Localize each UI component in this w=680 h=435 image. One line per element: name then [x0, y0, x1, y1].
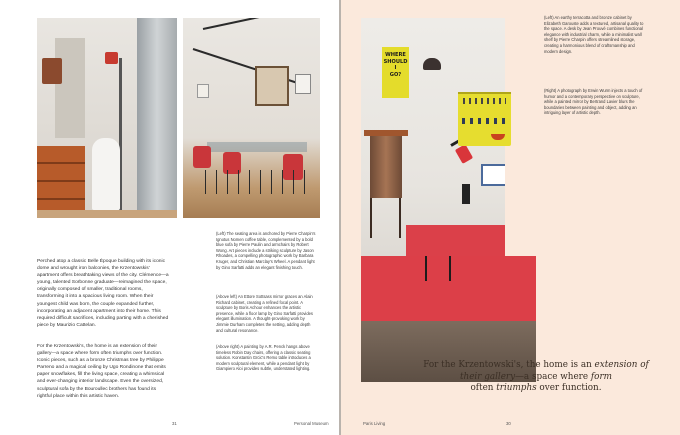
caption-right-left: (Left) An earthy terracotta and bronze cabinet by Elizabeth Garouste adds a textured, artisanal quality to the space. A desk by Jean Prouvé combines functional elegance with industrial charm, while a minimalist wall shelf by Pierre Charpin offers streamlined storage, creating a harmonious blend of craftsmanship and modern design. [544, 15, 644, 54]
red-lamp-shade [455, 144, 473, 164]
grey-curtain [137, 18, 177, 218]
artwork-text [383, 52, 408, 78]
artwork-word-1: WHERE [385, 52, 406, 58]
body-paragraph-1: Perched atop a classic Belle Époque building with its iconic dome and wrought iron balconies, the Krzentowskis' apartment offers breathtaking views of the city. Clémence—a young, talented Sorbonne graduate—reimagined the space, originally composed of smaller, traditional rooms, transforming it into a spacious living room. When their youngest child was born, the couple expanded further, incorporating an adjacent apartment into their home. This required difficult sacrifices, including parting with a cherished piece by Maurizio Cattelan. [37, 259, 169, 328]
pull-quote-part-1: For the Krzentowski's, the home is an [423, 360, 592, 370]
stool-legs [425, 256, 451, 281]
floor [37, 210, 177, 218]
wall-mirror-frame [481, 164, 505, 186]
desk-lamp-base [462, 184, 470, 204]
pull-quote-italic-2: form [590, 371, 612, 382]
pull-quote-part-3: often [470, 383, 494, 394]
pull-quote-italic-3: triumphs [496, 383, 537, 394]
artwork-word-4: GO? [389, 71, 402, 78]
artwork-word-3: I [394, 65, 397, 72]
terracotta-cabinet [370, 136, 402, 198]
shelf-objects [463, 98, 506, 104]
shelf-objects-2 [462, 118, 506, 124]
pull-quote-part-4: over function. [539, 383, 602, 394]
glass-dining-table [207, 142, 307, 152]
folio-title-left: Personal Museum [294, 421, 329, 426]
red-desk-surface [406, 225, 505, 256]
hat-sculpture [423, 58, 441, 70]
photo-living-room-corner [37, 18, 177, 218]
caption-above-right: (Above right) A painting by A.R. Penck hangs above timeless Robin Day chairs, offering a classic seating solution. Konstantin Grcic's Remo table introduces a modern sculptural element, while a pendant light by Giampiero Aloi provides subtle, understated lighting. [216, 344, 311, 372]
pull-quote [418, 360, 654, 395]
doorway [55, 38, 85, 138]
folio-number-right: 30 [506, 421, 511, 426]
wall-frame-2 [197, 84, 209, 98]
caption-right-right: (Right) A photograph by Erwin Wurm injects a touch of humor and a contemporary perspective on sculpture, while a painted mirror by Bertrand Lavier blurs the boundaries between painting and object, adding an intriguing layer of artistic depth. [544, 88, 643, 116]
shelf-top-line [458, 92, 511, 94]
white-sculpture [92, 138, 120, 210]
photo-dining-room [183, 18, 320, 218]
red-chair-1 [193, 146, 211, 168]
chair-legs [195, 170, 305, 194]
folio-number-left: 31 [172, 421, 177, 426]
wall-relief-artwork [42, 58, 62, 84]
body-paragraph-2: For the Krzentowski's, the home is an extension of their gallery—a space where form often triumphs over function. Iconic pieces, such as a bronze Christmas tree by Philippe Parreno and a magical ceiling by Ugo Rondinone that emits paper snowflakes, fill the living space, creating a whimsical and ever-changing interior landscape. Even the oversized, sculptural sofa by the Bouroullec brothers has found its rightful place within this artistic haven. [37, 344, 166, 399]
chest-of-drawers [37, 146, 85, 218]
wall-painting [255, 66, 289, 106]
caption-left: (Left) The seating area is anchored by Pierre Charpin's Ignotus Nomen coffee table, complemented by a bold blue sofa by Pierre Paulin and armchairs by Robert Wong. Art pieces include a striking sculpture by Jason Rhoades, a compelling photographic work by Barbara Kruger, and Christian Marclay's Wheel. A pendant light by Gino Sarfatti adds an elegant finishing touch. [216, 231, 316, 270]
wall-frame-1 [295, 74, 311, 94]
left-page [0, 0, 339, 435]
artwork-word-2: SHOULD [383, 58, 408, 65]
lamp-shade [105, 52, 118, 64]
cabinet-legs [370, 198, 402, 238]
folio-title-right: Paris Living [363, 421, 386, 426]
caption-above-left: (Above left) An Ettore Sottsass mirror graces an Alain Richard cabinet, creating a refined focal point. A sculpture by Boris Achour enhances the artistic presence, while a floor lamp by Gino Sarfatti provides elegant illumination. A thought-provoking work by Jimmie Durham completes the setting, adding depth and cultural resonance. [216, 294, 313, 333]
pendant-light-arm-2 [203, 18, 296, 30]
pull-quote-part-2: —a space where [515, 371, 589, 382]
pull-quote-italic-1: extension of their gallery [460, 360, 649, 382]
